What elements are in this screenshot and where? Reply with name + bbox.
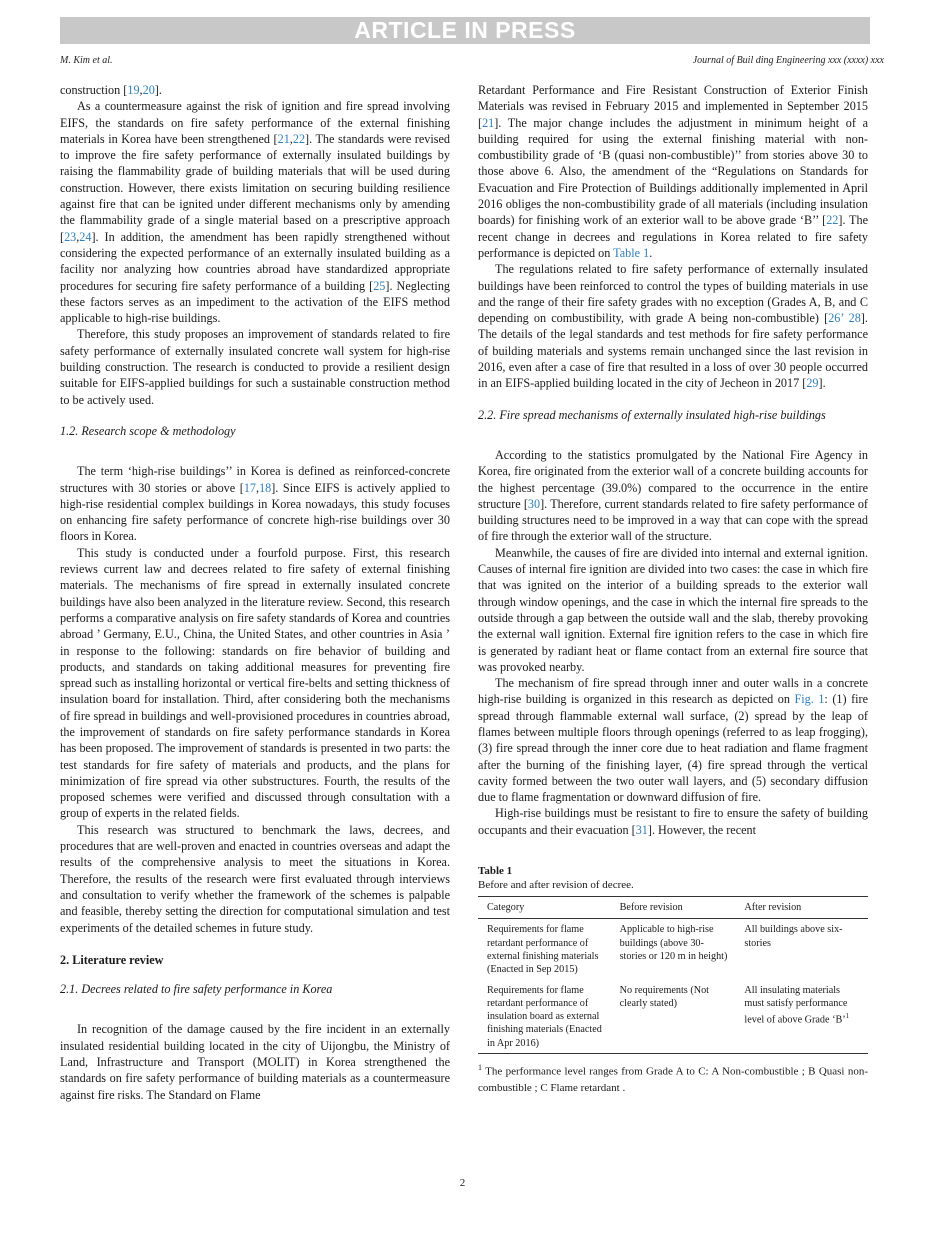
- table-header-row: [478, 897, 868, 919]
- page-number: 2: [459, 1177, 466, 1189]
- table-cell: All insulating materials must satisfy performance level of above Grade ‘B’$^1$: [735, 980, 868, 1054]
- citation-link[interactable]: 23: [64, 229, 77, 244]
- citation-link[interactable]: 19: [127, 83, 140, 97]
- citation-link[interactable]: 30: [527, 496, 541, 511]
- footnote-marker[interactable]: 1: [845, 1012, 850, 1021]
- citation-link[interactable]: 20: [142, 83, 155, 97]
- table-row: [478, 980, 868, 1054]
- table-cell: No requirements (Not clearly stated): [611, 980, 736, 1054]
- running-head-authors: M. Kim et al.: [60, 55, 113, 66]
- table-caption: Before and after revision of decree.: [478, 879, 634, 892]
- article-in-press-banner: ARTICLE IN PRESS: [60, 17, 870, 44]
- table-link[interactable]: Table 1: [613, 245, 650, 260]
- section-heading: 1.2. Research scope & methodology: [60, 423, 236, 438]
- section-heading: 2.1. Decrees related to fire safety performance in Korea: [60, 982, 333, 997]
- table-cell: Requirements for flame retardant performance of insulation board as external finishing materials (Enacted in Apr 2016): [478, 980, 611, 1054]
- section-heading: 2. Literature review: [60, 952, 164, 967]
- decree-table: [478, 896, 868, 1054]
- paragraph: The mechanism of fire spread through inner and outer walls in a concrete high-rise building is organized in this research as depicted on Fig. 1: (1) fire spread through flammable external wall surface, (2) spread by the leap of flames between multiple floors through openings (referred to as leap frogging), (3) fire spread through the inner core due to heat radiation and flame fragment after the burning of the finishing layer, (4) fire spread through the vertical cavity formed between the two outer wall layers, and (5) secondary diffusion due to flame fragmentation or downward diffusion of fire.: [478, 676, 868, 805]
- citation-link[interactable]: 26’ 28: [828, 311, 861, 326]
- paragraph: Therefore, this study proposes an improvement of standards related to fire safety performance of externally insulated concrete wall system for high-rise building construction. The research is conducted to provide a resilient design suitable for EIFS-applied buildings for such a sustainable construction method to be actively used.: [60, 327, 450, 407]
- paragraph: The regulations related to fire safety performance of externally insulated buildings have been reinforced to control the types of building materials in use and the range of their fire safety grades with no exception (Grades A, B, and C depending on combustibility, with grade A being non-combustible) [26’ 28]. The details of the legal standards and test methods for fire safety performance of building materials and systems remain unchanged since the last revision in 2016, even after a case of fire that resulted in a loss of over 30 people occurred in an EIFS-applied building located in the city of Jecheon in 2017 [29].: [478, 262, 868, 391]
- paragraph: Retardant Performance and Fire Resistant Construction of Exterior Finish Materials was revised in February 2015 and implemented in September 2015 [21]. The major change includes the adjustment in minimum height of a building required for using the external finishing material with non-combustibility grade of ‘B (quasi non-combustible)’’ from stories above 30 to those above 6. Also, the amendment of the “Regulations on Standards for Evacuation and Fire Protection of Buildings additionally implemented in April 2016 obliges the non-combustibility grade of all materials (including insulation boards) for finishing work of an exterior wall to be above grade ‘B’’ [22]. The recent change in decrees and regulations in Korea related to fire safety performance is depicted on Table 1.: [478, 83, 868, 260]
- citation-link[interactable]: 22: [826, 213, 839, 228]
- citation-link[interactable]: 31: [635, 822, 648, 837]
- column-header: Category: [478, 897, 611, 919]
- table-1: [478, 864, 868, 1096]
- table-cell: Requirements for flame retardant performance of external finishing materials (Enacted in Sep 2015): [487, 924, 599, 976]
- paragraph: High-rise buildings must be resistant to fire to ensure the safety of building occupants and their evacuation [31]. However, the recent: [478, 806, 868, 837]
- paragraph: Meanwhile, the causes of fire are divided into internal and external ignition. Causes of internal fire ignition are divided into two cases: the case in which fire that was ignited on the interior of a building spreads to the exterior wall through window openings, and the case in which the internal fire spreads to the outside through a gap between the outside wall and the slab, thereby provoking the external wall ignition. External fire ignition refers to the case in which fire is generated by radiant heat or flame contact from an external fire source that was provoked nearby.: [478, 545, 868, 674]
- citation-link[interactable]: 24: [79, 229, 92, 244]
- citation-link[interactable]: 21: [482, 115, 495, 130]
- paragraph: In recognition of the damage caused by the fire incident in an externally insulated residential building located in the city of Uijongbu, the Ministry of Land, Infrastructure and Transport (MOLIT) in Korea strengthened the standards on fire safety performance of building materials as a countermeasure against fire risks. The Standard on Flame: [60, 1022, 450, 1102]
- citation-link[interactable]: 22: [292, 131, 306, 146]
- running-head-journal: Journal of Buil ding Engineering xxx (xxxx) xxx: [692, 55, 884, 66]
- footnote-marker: 1: [478, 1063, 482, 1073]
- table-title: Table 1: [478, 865, 513, 878]
- section-heading: 2.2. Fire spread mechanisms of externally insulated high-rise buildings: [478, 407, 826, 422]
- column-header: Before revision: [611, 897, 736, 919]
- paragraph: According to the statistics promulgated by the National Fire Agency in Korea, fire originated from the exterior wall of a concrete building accounts for the highest percentage (39.0%) compared to the occurrence in the entire structure [30]. Therefore, current standards related to fire safety performance of building structures need to be improved in a way that can cope with the spread of fire through the exterior wall of the structure.: [478, 447, 868, 544]
- citation-link[interactable]: 21: [277, 131, 290, 146]
- paragraph: As a countermeasure against the risk of ignition and fire spread involving EIFS, the standards on fire safety performance of the external finishing materials in Korea have been strengthened [21,22]. The standards were revised to improve the fire safety performance of externally insulated buildings by raising the flammability grade of building materials that will be used during construction. However, there exists limitation on securing building resilience against fire that can be ignited under different mechanisms only by amending the flammability grade of a single material based on a prescriptive approach [23,24]. In addition, the amendment has been rapidly strengthened without considering the expected performance of an externally insulated building as a facility nor analyzing how countries abroad have standardized appropriate procedures for securing fire safety performance of a building [25]. Neglecting these factors serves as an impediment to the activation of the EIFS method applicable to high-rise buildings.: [60, 99, 451, 326]
- right-column: [478, 82, 868, 1096]
- citation-link[interactable]: 18: [259, 480, 272, 495]
- table-cell: All buildings above six-stories: [744, 924, 843, 949]
- table-row: [478, 919, 868, 980]
- left-column: [60, 82, 450, 1103]
- paragraph: This research was structured to benchmark the laws, decrees, and procedures that are well-proven and enacted in countries overseas and adapt the results of the comprehensive analysis to meet the situations in Korea. Therefore, the results of the research were first evaluated through interviews and consultation to verify whether the framework of the schemes is palpable and feasible, thereby setting the direction for computational simulation and test experiments of the detailed schemes in future study.: [60, 822, 450, 935]
- citation-link[interactable]: 25: [373, 278, 386, 293]
- table-cell: Applicable to high-rise buildings (above 30-stories or 120 m in height): [619, 924, 728, 962]
- table-footnote: $^1$ The performance level ranges from Grade A to C: A Non-combustible ; B Quasi non-combustible ; C Flame retardant .: [478, 1063, 868, 1094]
- citation-link[interactable]: 29: [806, 376, 819, 391]
- figure-link[interactable]: Fig. 1: [794, 692, 825, 707]
- paragraph: The term ‘high-rise buildings’’ in Korea is defined as reinforced-concrete structures with 30 stories or above [17,18]. Since EIFS is actively applied to high-rise residential complex buildings in Korea nowadays, this study focuses on enhancing fire safety performance of concrete high-rise buildings over 30 floors in Korea.: [60, 464, 450, 544]
- paragraph: construction [19,20].: [60, 83, 162, 97]
- citation-link[interactable]: 17: [243, 480, 257, 495]
- paragraph: This study is conducted under a fourfold purpose. First, this research reviews current law and decrees related to fire safety of external finishing materials. The mechanisms of fire spread in externally insulated concrete buildings have also been analyzed in the literature review. Second, this research performs a comparative analysis on fire safety standards of Korea and countries abroad ’ Germany, E.U., China, the United States, and other countries in Asia ’ in response to the following: standards on fire behavior of building and products, and standards on taking additional measures for preventing fire spread such as installing horizontal or vertical fire-belts and setting thickness of insulation board for installation. Third, after considering both the mechanisms of fire spread in buildings and well-provisioned procedures in countries abroad, the improvement of standards on fire safety performance standards in Korea has been proposed. The improvement of standards is presented in two parts: the test standards for fire safety of materials and products, and the plans for minimization of fire spread via other substructures. Fourth, the results of the proposed schemes were verified and discussed through consultation with a group of experts in the related fields.: [60, 545, 450, 821]
- column-header: After revision: [735, 897, 868, 919]
